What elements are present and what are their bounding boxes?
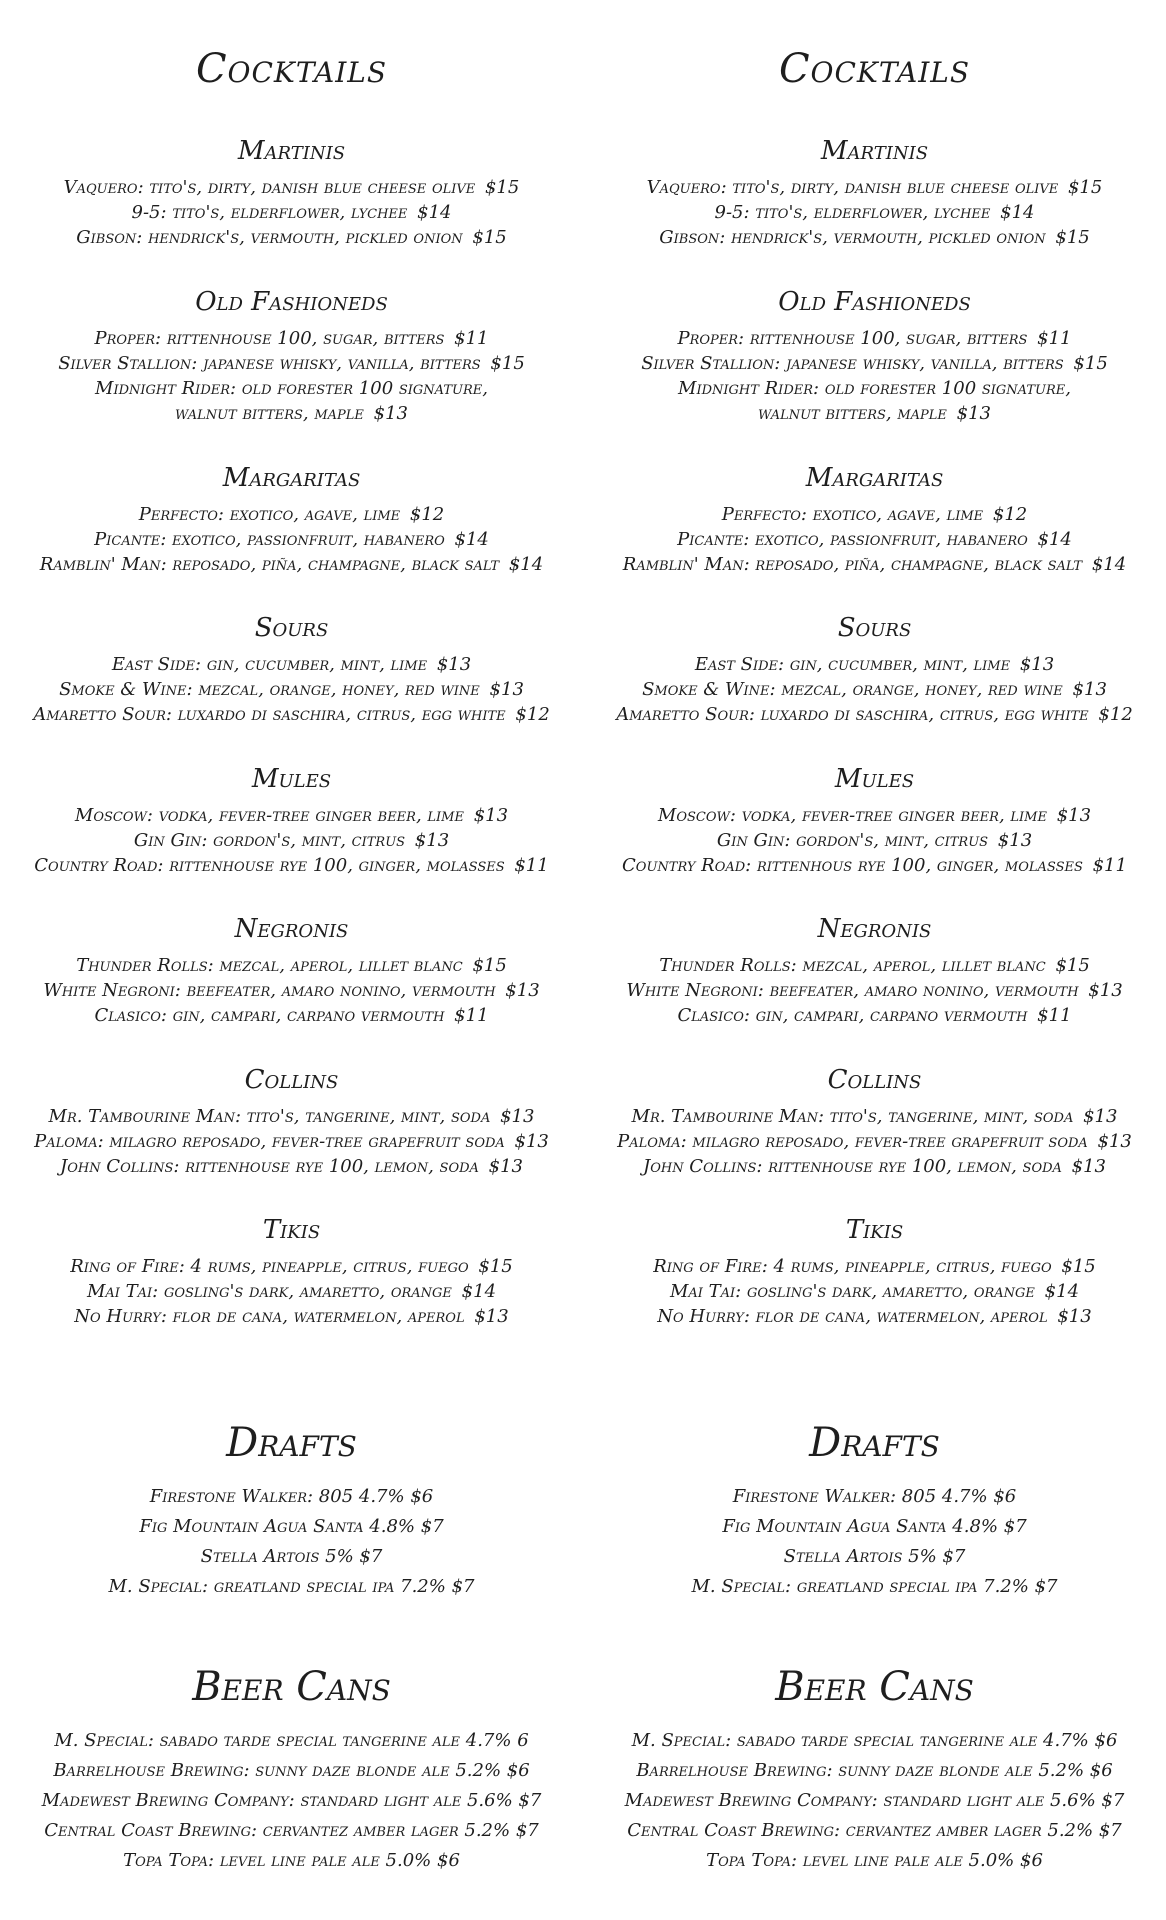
menu-item: Picante: exotico, passionfruit, habanero $14 [677,529,1072,550]
section-martinis [0,135,583,250]
cocktails-title: Cocktails [195,46,388,92]
section-title: Tikis [262,1215,321,1245]
menu-item: Moscow: vodka, fever-tree ginger beer, lime $13 [74,805,509,826]
menu-item: Gibson: hendrick's, vermouth, pickled onion $15 [76,227,507,248]
section-martinis [583,135,1166,250]
section-title: Martinis [237,136,346,166]
section-drafts [583,1418,1166,1602]
menu-item: Perfecto: exotico, agave, lime $12 [721,504,1028,525]
menu-item: Barrelhouse Brewing: sunny daze blonde ale 5.2% $6 [53,1760,530,1781]
section-title: Beer Cans [192,1664,391,1710]
section-margaritas [583,462,1166,577]
menu-item-continued: walnut bitters, maple $13 [757,403,992,424]
menu-item-continued: walnut bitters, maple $13 [174,403,409,424]
section-title: Negronis [234,914,349,944]
menu-item: Topa Topa: level line pale ale 5.0% $6 [123,1850,460,1871]
menu-item: Stella Artois 5% $7 [200,1546,383,1567]
menu-item: Barrelhouse Brewing: sunny daze blonde ale 5.2% $6 [636,1760,1113,1781]
menu-item: M. Special: greatland special ipa 7.2% $7 [691,1576,1058,1597]
menu-item: Mr. Tambourine Man: tito's, tangerine, mint, soda $13 [631,1106,1118,1127]
section-title: Collins [244,1065,339,1095]
section-sours [0,612,583,727]
menu-item: Stella Artois 5% $7 [783,1546,966,1567]
menu-item: Madewest Brewing Company: standard light ale 5.6% $7 [41,1790,542,1811]
section-title: Old Fashioneds [778,287,971,317]
menu-item: East Side: gin, cucumber, mint, lime $13 [111,654,472,675]
menu-item: Central Coast Brewing: cervantez amber lager 5.2% $7 [44,1820,539,1841]
section-beer-cans [583,1662,1166,1876]
section-tikis [0,1214,583,1329]
menu-item: John Collins: rittenhouse rye 100, lemon, soda $13 [59,1156,524,1177]
menu-item: East Side: gin, cucumber, mint, lime $13 [694,654,1055,675]
menu-item: Firestone Walker: 805 4.7% $6 [732,1486,1017,1507]
menu-item: Gin Gin: gordon's, mint, citrus $13 [716,830,1033,851]
menu-item: Gibson: hendrick's, vermouth, pickled onion $15 [659,227,1090,248]
menu-item: 9-5: tito's, elderflower, lychee $14 [131,202,452,223]
section-sours [583,612,1166,727]
menu-item: Amaretto Sour: luxardo di saschira, citrus, egg white $12 [33,704,550,725]
menu-item: White Negroni: beefeater, amaro nonino, vermouth $13 [626,980,1123,1001]
section-mules [583,763,1166,878]
menu-item: Topa Topa: level line pale ale 5.0% $6 [706,1850,1043,1871]
menu-item: Country Road: rittenhous rye 100, ginger, molasses $11 [622,855,1127,876]
section-collins [583,1064,1166,1179]
menu-column-right [583,0,1166,1920]
section-mules [0,763,583,878]
menu-item: Proper: rittenhouse 100, sugar, bitters $11 [94,328,489,349]
menu-item: Country Road: rittenhouse rye 100, ginger, molasses $11 [34,855,549,876]
menu-item: Vaquero: tito's, dirty, danish blue cheese olive $15 [63,177,520,198]
section-title: Sours [837,613,912,643]
menu-item: Ring of Fire: 4 rums, pineapple, citrus, fuego $15 [653,1256,1096,1277]
section-beer-cans [0,1662,583,1876]
menu-item: Vaquero: tito's, dirty, danish blue cheese olive $15 [646,177,1103,198]
menu-item: Thunder Rolls: mezcal, aperol, lillet blanc $15 [76,955,507,976]
menu-item: Paloma: milagro reposado, fever-tree grapefruit soda $13 [617,1131,1132,1152]
menu-item: Perfecto: exotico, agave, lime $12 [138,504,445,525]
section-title: Mules [251,764,332,794]
menu-item: Clasico: gin, campari, carpano vermouth $11 [94,1005,489,1026]
menu-item: Mai Tai: gosling's dark, amaretto, orange $14 [86,1281,497,1302]
section-negronis [583,913,1166,1028]
section-title: Sours [254,613,329,643]
section-drafts [0,1418,583,1602]
menu-item: Ramblin' Man: reposado, piña, champagne, black salt $14 [39,554,544,575]
menu-item: Gin Gin: gordon's, mint, citrus $13 [133,830,450,851]
section-title: Margaritas [222,463,361,493]
menu-item: Ramblin' Man: reposado, piña, champagne, black salt $14 [622,554,1127,575]
menu-item: Moscow: vodka, fever-tree ginger beer, lime $13 [657,805,1092,826]
section-old-fashioneds [583,286,1166,426]
menu-item: Thunder Rolls: mezcal, aperol, lillet blanc $15 [659,955,1090,976]
menu-item: M. Special: sabado tarde special tangerine ale 4.7% 6 [54,1730,529,1751]
section-title: Drafts [809,1420,940,1466]
section-title: Collins [827,1065,922,1095]
menu-item: Silver Stallion: japanese whisky, vanilla, bitters $15 [58,353,525,374]
section-title: Tikis [845,1215,904,1245]
section-title: Mules [834,764,915,794]
menu-item: Firestone Walker: 805 4.7% $6 [149,1486,434,1507]
menu-item: Midnight Rider: old forester 100 signature, [678,378,1071,399]
cocktails-title: Cocktails [778,46,971,92]
menu-item: White Negroni: beefeater, amaro nonino, vermouth $13 [43,980,540,1001]
section-collins [0,1064,583,1179]
menu-item: 9-5: tito's, elderflower, lychee $14 [714,202,1035,223]
menu-item: Amaretto Sour: luxardo di saschira, citrus, egg white $12 [616,704,1133,725]
section-title: Old Fashioneds [195,287,388,317]
section-tikis [583,1214,1166,1329]
menu-item: M. Special: sabado tarde special tangerine ale 4.7% $6 [631,1730,1118,1751]
section-title: Negronis [817,914,932,944]
menu-item: Smoke & Wine: mezcal, orange, honey, red wine $13 [59,679,524,700]
section-negronis [0,913,583,1028]
section-title: Drafts [226,1420,357,1466]
menu-item: No Hurry: flor de cana, watermelon, aperol $13 [74,1306,509,1327]
section-title: Martinis [820,136,929,166]
menu-item: Mai Tai: gosling's dark, amaretto, orange $14 [669,1281,1080,1302]
menu-item: Clasico: gin, campari, carpano vermouth $11 [677,1005,1072,1026]
section-old-fashioneds [0,286,583,426]
menu-item: Central Coast Brewing: cervantez amber lager 5.2% $7 [627,1820,1122,1841]
section-title: Beer Cans [775,1664,974,1710]
menu-item: Smoke & Wine: mezcal, orange, honey, red wine $13 [642,679,1107,700]
menu-item: Proper: rittenhouse 100, sugar, bitters $11 [677,328,1072,349]
menu-item: Midnight Rider: old forester 100 signature, [95,378,488,399]
menu-item: Silver Stallion: japanese whisky, vanilla, bitters $15 [641,353,1108,374]
menu-item: Paloma: milagro reposado, fever-tree grapefruit soda $13 [34,1131,549,1152]
menu-item: Ring of Fire: 4 rums, pineapple, citrus, fuego $15 [70,1256,513,1277]
section-margaritas [0,462,583,577]
menu-item: Fig Mountain Agua Santa 4.8% $7 [139,1516,444,1537]
menu-item: No Hurry: flor de cana, watermelon, aperol $13 [657,1306,1092,1327]
menu-item: Mr. Tambourine Man: tito's, tangerine, mint, soda $13 [48,1106,535,1127]
menu-item: Madewest Brewing Company: standard light ale 5.6% $7 [624,1790,1125,1811]
menu-item: Fig Mountain Agua Santa 4.8% $7 [722,1516,1027,1537]
menu-item: Picante: exotico, passionfruit, habanero $14 [94,529,489,550]
section-title: Margaritas [805,463,944,493]
menu-item: John Collins: rittenhouse rye 100, lemon, soda $13 [642,1156,1107,1177]
menu-item: M. Special: greatland special ipa 7.2% $7 [108,1576,475,1597]
